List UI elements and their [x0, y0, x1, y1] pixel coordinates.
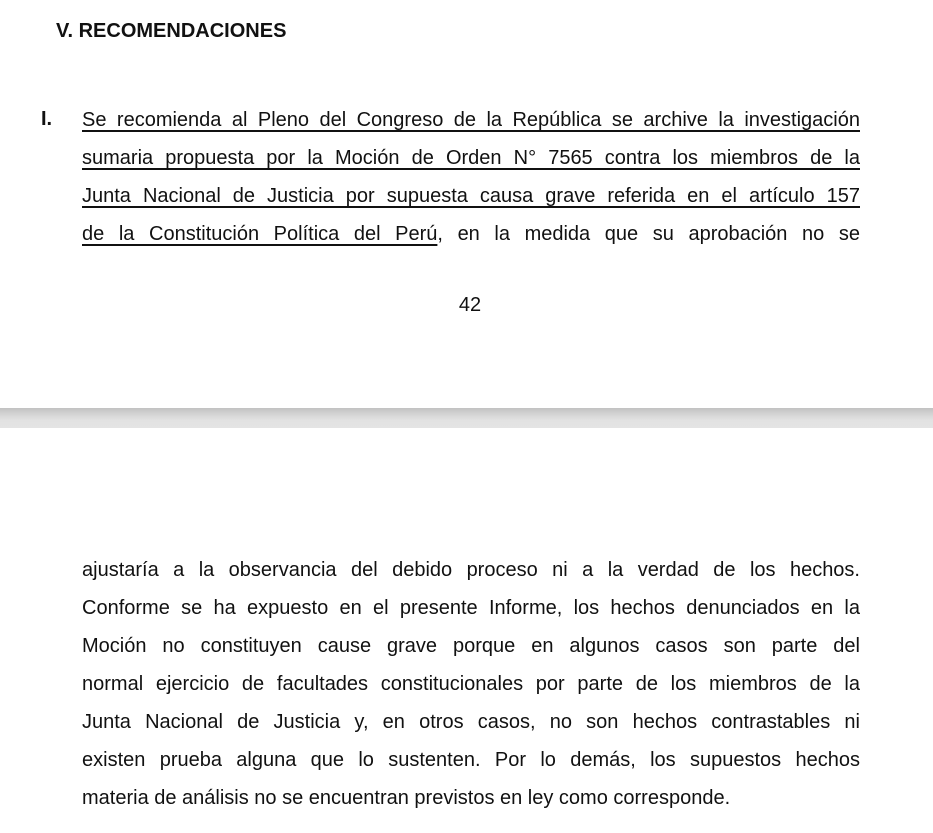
list-item-marker: I.	[41, 108, 53, 130]
paragraph-line: Junta Nacional de Justicia y, en otros casos, no son hechos contrastables ni	[82, 711, 860, 733]
paragraph-line: Moción no constituyen cause grave porque en algunos casos son parte del	[82, 635, 860, 657]
page-number: 42	[458, 294, 482, 316]
underlined-text: sumaria propuesta por la Moción de Orden N° 7565 contra los miembros de la	[82, 147, 860, 169]
page-break-separator	[0, 408, 933, 428]
paragraph-line	[82, 177, 860, 215]
paragraph-line: ajustaría a la observancia del debido proceso ni a la verdad de los hechos.	[82, 559, 860, 581]
paragraph-line: materia de análisis no se encuentran previstos en ley como corresponde.	[82, 787, 731, 809]
paragraph-line	[82, 101, 860, 139]
paragraph-line: Conforme se ha expuesto en el presente Informe, los hechos denunciados en la	[82, 597, 860, 619]
recommendation-paragraph-part-2	[82, 551, 860, 817]
recommendation-paragraph-part-1	[82, 101, 860, 253]
paragraph-line: existen prueba alguna que lo sustenten. Por lo demás, los supuestos hechos	[82, 749, 860, 771]
document-page-42	[0, 0, 933, 408]
underlined-text: de la Constitución Política del Perú	[82, 223, 438, 245]
plain-text: , en la medida que su aprobación no se	[437, 223, 860, 245]
underlined-text: Se recomienda al Pleno del Congreso de la República se archive la investigación	[82, 109, 860, 131]
paragraph-line: normal ejercicio de facultades constitucionales por parte de los miembros de la	[82, 673, 860, 695]
section-heading: V. RECOMENDACIONES	[56, 20, 287, 42]
underlined-text: Junta Nacional de Justicia por supuesta causa grave referida en el artículo 157	[82, 185, 860, 207]
paragraph-line	[82, 139, 860, 177]
paragraph-line	[82, 215, 860, 253]
